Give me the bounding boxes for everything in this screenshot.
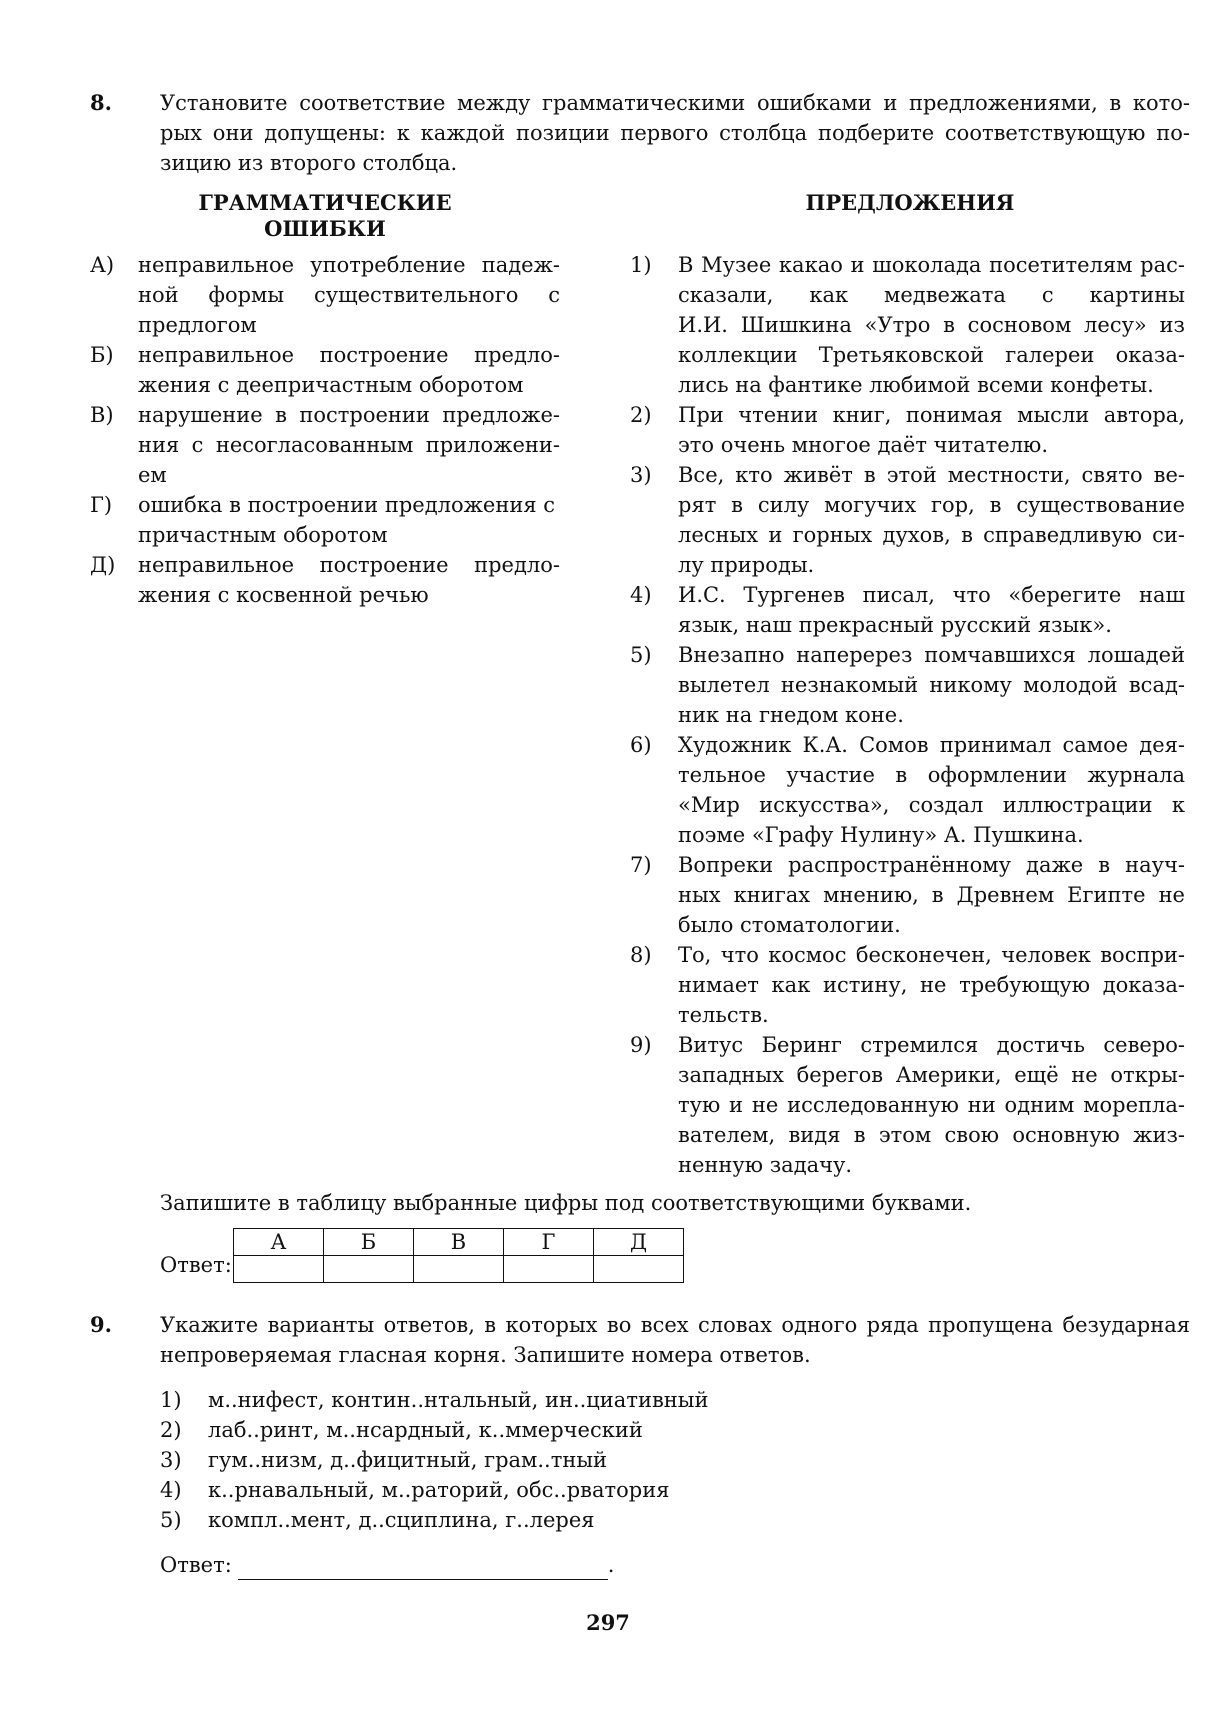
error-item — [90, 400, 560, 490]
option-label: 2) — [160, 1418, 182, 1442]
sentence-item — [630, 580, 1185, 640]
sentence-line: лись на фантике любимой всеми конфеты. — [678, 373, 1154, 397]
error-label: А) — [90, 253, 115, 277]
error-line: жения с деепричастным оборотом — [138, 373, 524, 397]
option-text: гум..низм, д..фицитный, грам..тный — [208, 1448, 608, 1472]
q8-intro-line: рых они допущены: к каждой позиции первого столбца подберите соответствующую по- — [160, 121, 1190, 145]
sentence-line: тельств. — [678, 1003, 769, 1027]
option-label: 5) — [160, 1508, 182, 1532]
option-text: компл..мент, д..сциплина, г..лерея — [208, 1508, 595, 1532]
sentence-line: западных берегов Америки, ещё не откры- — [678, 1063, 1185, 1087]
q9-option — [160, 1445, 708, 1475]
sentence-label: 8) — [630, 943, 652, 967]
answer-table-header: А — [234, 1229, 324, 1256]
error-label: Д) — [90, 553, 116, 577]
q9-option — [160, 1475, 708, 1505]
q9-intro — [160, 1310, 1190, 1370]
option-label: 1) — [160, 1388, 182, 1412]
error-label: В) — [90, 403, 114, 427]
right-column-header: ПРЕДЛОЖЕНИЯ — [805, 190, 1015, 215]
q9-option — [160, 1385, 708, 1415]
sentence-label: 9) — [630, 1033, 652, 1057]
answer-table — [233, 1228, 684, 1283]
sentence-item — [630, 1030, 1185, 1180]
option-label: 3) — [160, 1448, 182, 1472]
sentence-line: коллекции Третьяковской галереи оказа- — [678, 343, 1185, 367]
sentence-line: И.И. Шишкина «Утро в сосновом лесу» из — [678, 313, 1185, 337]
option-text: лаб..ринт, м..нсардный, к..ммерческий — [208, 1418, 643, 1442]
error-item — [90, 550, 560, 610]
sentence-line: В Музее какао и шоколада посетителям рас- — [678, 253, 1185, 277]
sentence-line: рят в силу могучих гор, в существование — [678, 493, 1185, 517]
sentence-item — [630, 940, 1185, 1030]
q8-intro — [160, 88, 1190, 178]
sentence-item — [630, 730, 1185, 850]
sentence-line: «Мир искусства», создал иллюстрации к — [678, 793, 1185, 817]
option-text: к..рнавальный, м..раторий, обс..рватория — [208, 1478, 670, 1502]
errors-list — [90, 250, 560, 610]
sentence-line: И.С. Тургенев писал, что «берегите наш — [678, 583, 1185, 607]
left-column-header — [150, 190, 500, 242]
error-line: ной формы существительного с — [138, 283, 560, 307]
error-line: неправильное построение предло- — [138, 553, 560, 577]
error-line: нарушение в построении предложе- — [138, 403, 560, 427]
q9-intro-line: непроверяемая гласная корня. Запишите номера ответов. — [160, 1343, 811, 1367]
sentence-line: было стоматологии. — [678, 913, 901, 937]
q9-answer-row — [160, 1550, 614, 1580]
sentence-line: язык, наш прекрасный русский язык». — [678, 613, 1112, 637]
sentences-list — [630, 250, 1185, 1180]
page-number: 297 — [586, 1610, 630, 1635]
sentence-item — [630, 460, 1185, 580]
q8-number: 8. — [90, 90, 112, 115]
sentence-line: ник на гнедом коне. — [678, 703, 904, 727]
error-line: неправильное построение предло- — [138, 343, 560, 367]
error-line: предлогом — [138, 313, 257, 337]
answer-cell[interactable] — [324, 1256, 414, 1283]
sentence-line: Вопреки распространённому даже в науч- — [678, 853, 1185, 877]
sentence-line: нимает как истину, не требующую доказа- — [678, 973, 1185, 997]
answer-line[interactable] — [238, 1557, 608, 1580]
answer-table-header: Д — [594, 1229, 684, 1256]
sentence-line: тельное участие в оформлении журнала — [678, 763, 1185, 787]
sentence-label: 7) — [630, 853, 652, 877]
sentence-label: 6) — [630, 733, 652, 757]
sentence-label: 4) — [630, 583, 652, 607]
error-line: ем — [138, 463, 167, 487]
error-item — [90, 490, 560, 550]
q9-option — [160, 1415, 708, 1445]
answer-end-dot: . — [607, 1553, 615, 1577]
error-label: Б) — [90, 343, 114, 367]
error-line: неправильное употребление падеж- — [138, 253, 560, 277]
error-item — [90, 250, 560, 340]
sentence-line: вылетел незнакомый никому молодой всад- — [678, 673, 1185, 697]
sentence-item — [630, 250, 1185, 400]
sentence-line: ных книгах мнению, в Древнем Египте не — [678, 883, 1185, 907]
sentence-line: ненную задачу. — [678, 1153, 853, 1177]
option-text: м..нифест, контин..нтальный, ин..циативный — [208, 1388, 709, 1412]
answer-table-header: В — [414, 1229, 504, 1256]
error-line: причастным оборотом — [138, 523, 388, 547]
sentence-label: 3) — [630, 463, 652, 487]
sentence-line: лу природы. — [678, 553, 815, 577]
sentence-label: 1) — [630, 253, 652, 277]
sentence-line: То, что космос бесконечен, человек воспри- — [678, 943, 1185, 967]
error-line: ния с несогласованным приложени- — [138, 433, 560, 457]
left-header-line: ОШИБКИ — [264, 216, 386, 241]
option-label: 4) — [160, 1478, 182, 1502]
left-header-line: ГРАММАТИЧЕСКИЕ — [198, 190, 452, 215]
sentence-line: Витус Беринг стремился достичь северо- — [678, 1033, 1185, 1057]
answer-table-header: Б — [324, 1229, 414, 1256]
answer-cell[interactable] — [414, 1256, 504, 1283]
answer-label-q8: Ответ: — [160, 1253, 232, 1277]
sentence-line: поэме «Графу Нулину» А. Пушкина. — [678, 823, 1084, 847]
sentence-line: вателем, видя в этом свою основную жиз- — [678, 1123, 1185, 1147]
sentence-item — [630, 640, 1185, 730]
error-label: Г) — [90, 493, 113, 517]
sentence-item — [630, 400, 1185, 460]
q8-intro-line: зицию из второго столбца. — [160, 151, 458, 175]
answer-cell[interactable] — [594, 1256, 684, 1283]
sentence-line: Все, кто живёт в этой местности, свято ве- — [678, 463, 1185, 487]
sentence-item — [630, 850, 1185, 940]
sentence-line: тую и не исследованную ни одним морепла- — [678, 1093, 1185, 1117]
sentence-label: 2) — [630, 403, 652, 427]
error-line: жения с косвенной речью — [138, 583, 429, 607]
error-item — [90, 340, 560, 400]
q9-options — [160, 1385, 708, 1535]
answer-table-header: Г — [504, 1229, 594, 1256]
q9-option — [160, 1505, 708, 1535]
answer-cell[interactable] — [234, 1256, 324, 1283]
sentence-line: это очень многое даёт читателю. — [678, 433, 1049, 457]
answer-label-q9: Ответ: — [160, 1553, 232, 1577]
error-line: ошибка в построении предложения с — [138, 493, 556, 517]
table-instruction: Запишите в таблицу выбранные цифры под соответствующими буквами. — [160, 1191, 972, 1215]
sentence-line: сказали, как медвежата с картины — [678, 283, 1185, 307]
q9-number: 9. — [90, 1312, 112, 1337]
q9-intro-line: Укажите варианты ответов, в которых во всех словах одного ряда пропущена безударная — [160, 1313, 1190, 1337]
sentence-line: Художник К.А. Сомов принимал самое дея- — [678, 733, 1185, 757]
sentence-line: лесных и горных духов, в справедливую си- — [678, 523, 1185, 547]
sentence-line: Внезапно наперерез помчавшихся лошадей — [678, 643, 1185, 667]
sentence-line: При чтении книг, понимая мысли автора, — [678, 403, 1185, 427]
sentence-label: 5) — [630, 643, 652, 667]
answer-cell[interactable] — [504, 1256, 594, 1283]
q8-intro-line: Установите соответствие между грамматическими ошибками и предложениями, в кото- — [160, 91, 1190, 115]
